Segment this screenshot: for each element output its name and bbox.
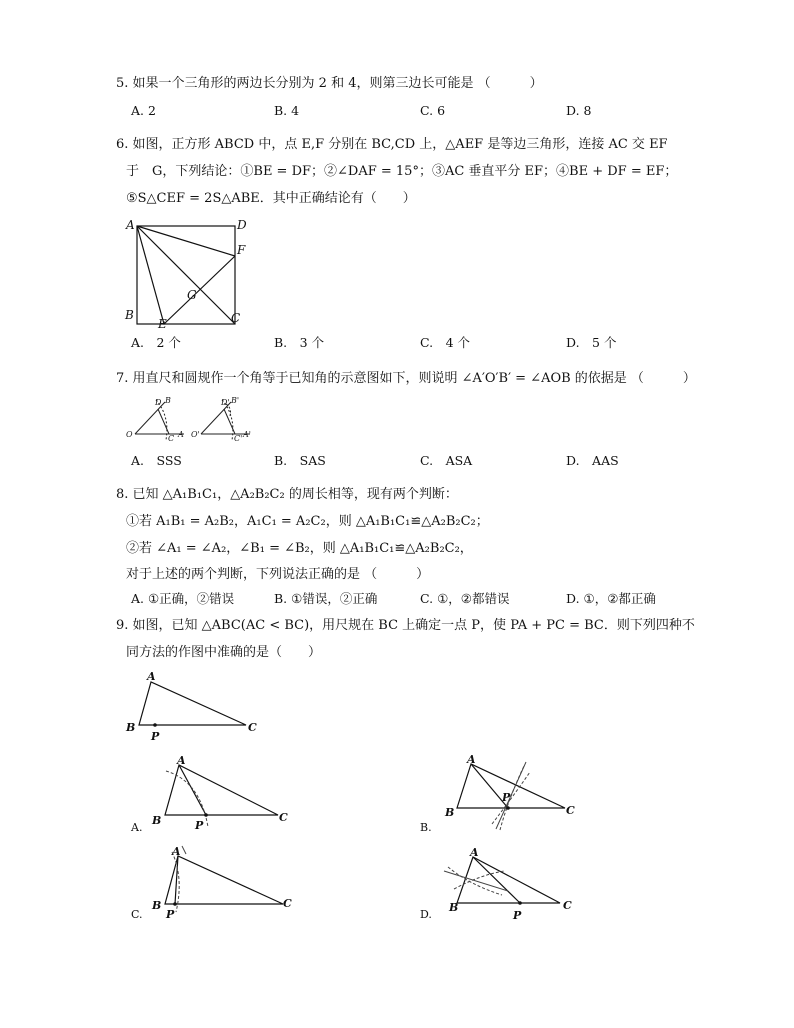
q8-option-c: C. ①，②都错误 [420, 591, 510, 606]
q6-option-d: D. 5 个 [566, 335, 617, 350]
q9-a-label-a: A [177, 754, 186, 767]
q8-line4: 对于上述的两个判断，下列说法正确的是 （ ） [126, 567, 430, 582]
q9-a-point-p [204, 813, 208, 817]
q9-b-point-p [506, 806, 510, 810]
q7-text: 7. 用直尺和圆规作一个角等于已知角的示意图如下，则说明 ∠A′O′B′ = ∠AOB 的依据是 （ ） [116, 371, 696, 386]
q6-label-b: B [125, 308, 134, 322]
q9-a-label-b: B [152, 814, 162, 827]
q7-label-o2: O' [191, 430, 200, 439]
q6-segment-ae [137, 226, 164, 324]
q9-b-label-c: C [566, 804, 575, 817]
q9-main-label-p: P [151, 730, 160, 743]
q7-label-d: D [155, 398, 162, 407]
q8-option-a: A. ①正确，②错误 [131, 591, 235, 606]
q6-option-b: B. 3 个 [274, 335, 325, 350]
q7-label-b2: B' [231, 396, 240, 405]
q8-line2: ①若 A₁B₁ = A₂B₂，A₁C₁ = A₂C₂，则 △A₁B₁C₁≌△A₂B₂C₂； [126, 514, 489, 529]
q9-d-label-a: A [470, 846, 479, 859]
q8-option-b: B. ①错误，②正确 [274, 591, 378, 606]
q5-option-a: A. 2 [131, 103, 156, 118]
q9-c-tick [182, 846, 186, 854]
q9-main-label-c: C [248, 721, 257, 734]
q5-option-d: D. 8 [566, 103, 592, 118]
q9-main-label-b: B [126, 721, 136, 734]
q9-option-d-figure [440, 845, 590, 925]
q6-square-figure [120, 215, 250, 330]
q9-c-triangle [165, 856, 283, 904]
q9-c-label-a: A [172, 845, 181, 858]
q6-line3: ⑤S△CEF = 2S△ABE．其中正确结论有（ ） [126, 191, 416, 206]
q9-c-label-c: C [283, 897, 292, 910]
q6-label-e: E [158, 317, 167, 331]
q7-label-b: B [165, 396, 171, 405]
q9-a-segment-ap [179, 765, 206, 815]
q5-text: 5. 如果一个三角形的两边长分别为 2 和 4，则第三边长可能是 （ ） [116, 76, 543, 91]
q6-label-d: D [237, 218, 247, 232]
q9-line1: 9. 如图，已知 △ABC(AC < BC)，用尺规在 BC 上确定一点 P，使 PA + PC = BC．则下列四种不 [116, 618, 695, 633]
q8-line1: 8. 已知 △A₁B₁C₁，△A₂B₂C₂ 的周长相等，现有两个判断： [116, 487, 458, 502]
q6-option-a: A. 2 个 [131, 335, 181, 350]
q8-option-d: D. ①，②都正确 [566, 591, 656, 606]
q7-label-c2: C' [234, 434, 243, 443]
q7-option-b: B. SAS [274, 453, 326, 468]
q5-option-c: C. 6 [420, 103, 446, 118]
q9-main-label-a: A [147, 670, 156, 683]
q9-d-point-p [518, 901, 522, 905]
q9-a-label-c: C [279, 811, 288, 824]
q6-line2: 于 G，下列结论：①BE = DF；②∠DAF = 15°；③AC 垂直平分 EF；④BE + DF = EF； [126, 164, 678, 179]
q9-option-c-figure [148, 842, 298, 922]
q9-c-label-b: B [152, 899, 162, 912]
q9-option-a-figure [148, 754, 298, 837]
q7-angle-figures [122, 394, 267, 449]
q7-option-c: C. ASA [420, 453, 473, 468]
q9-d-label-c: C [563, 899, 572, 912]
q9-b-arc-2 [492, 772, 530, 824]
q9-option-c-letter: C. [131, 908, 143, 921]
q9-option-b-letter: B. [420, 821, 432, 834]
q6-label-f: F [237, 243, 246, 257]
q9-option-a-letter: A. [131, 821, 143, 834]
q9-main-triangle [139, 682, 246, 725]
q7-label-c: C [168, 434, 175, 443]
q6-label-g: G [187, 288, 197, 302]
q9-b-label-p: P [502, 791, 511, 804]
q6-line1: 6. 如图，正方形 ABCD 中，点 E,F 分别在 BC,CD 上，△AEF 是等边三角形，连接 AC 交 EF [116, 137, 668, 152]
q9-main-figure [122, 668, 272, 743]
q7-label-o: O [126, 430, 133, 439]
q9-line2: 同方法的作图中准确的是（ ） [126, 645, 322, 660]
q5-option-b: B. 4 [274, 103, 300, 118]
q9-a-triangle [165, 765, 278, 815]
q7-label-d2: D' [221, 398, 230, 407]
q7-option-a: A. SSS [131, 453, 182, 468]
q9-main-point-p [153, 723, 157, 727]
q9-b-triangle [457, 764, 565, 808]
q6-label-c: C [231, 311, 241, 325]
q9-option-b-figure [440, 750, 590, 835]
q8-line3: ②若 ∠A₁ = ∠A₂，∠B₁ = ∠B₂，则 △A₁B₁C₁≌△A₂B₂C₂， [126, 541, 473, 556]
q9-c-point-p [173, 902, 177, 906]
q7-label-a2: A' [243, 430, 251, 439]
q9-d-bisector [444, 871, 508, 891]
q7-label-a: A [178, 430, 184, 439]
q9-option-d-letter: D. [420, 908, 432, 921]
q9-c-label-p: P [166, 908, 175, 921]
q9-d-label-p: P [513, 909, 522, 922]
q6-label-a: A [126, 218, 135, 232]
q9-d-segment-ap [473, 857, 520, 903]
q7-option-d: D. AAS [566, 453, 619, 468]
q9-b-label-a: A [467, 753, 476, 766]
q6-option-c: C. 4 个 [420, 335, 471, 350]
q9-a-label-p: P [195, 819, 204, 832]
q9-b-label-b: B [445, 806, 455, 819]
q9-d-label-b: B [449, 901, 459, 914]
